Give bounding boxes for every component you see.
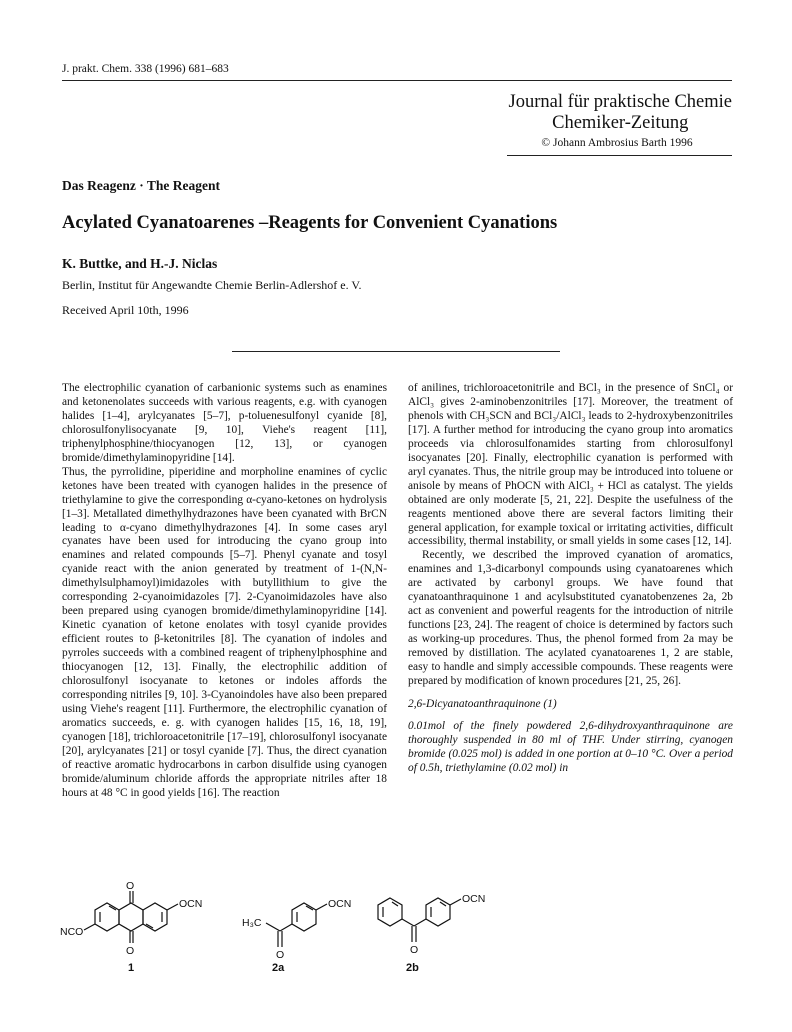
compound-2a-label: 2a xyxy=(272,962,285,974)
journal-line-1: Journal für praktische Chemie xyxy=(508,92,732,112)
article-title: Acylated Cyanatoarenes –Reagents for Convenient Cyanations xyxy=(62,213,558,233)
right-column xyxy=(408,382,733,776)
journal-rule xyxy=(507,155,732,156)
running-header: J. prakt. Chem. 338 (1996) 681–683 xyxy=(62,63,229,75)
affiliation: Berlin, Institut für Angewandte Chemie Berlin-Adlershof e. V. xyxy=(62,278,362,292)
paragraph: of anilines, trichloroacetonitrile and BCl₃ in the presence of SnCl₄ or AlCl₃ gives 2-aminobenzonitriles [17]. Moreover, the treatment of phenols with CH₃SCN and BCl₃/AlCl₃ leads to 2-hydroxybenzonitriles [17]. A further method for introducing the cyano group into aromatics proceeds via chlorosulfonamides starting from chlorosulfonyl isocyanates [20]. Finally, electrophilic cyanation is performed with aryl cyanates. Thus, the nitrile group may be introduced into toluene or anisole by means of PhOCN with AlCl₃ + HCl as catalyst. The yields obtained are only moderate [5, 21, 22]. Despite the usefulness of the reagents mentioned above there are several factors limiting their general application, for example toxical or irritating activities, difficult accessibility, thermal instability, or small yields in some cases [12, 14]. xyxy=(408,382,733,548)
journal-name xyxy=(509,92,732,134)
procedure-text: 0.01mol of the finely powdered 2,6-dihydroxyanthraquinone are thoroughly suspended in 80 ml of THF. Under stirring, cyanogen bromide (0.025 mol) is added in one portion at 0–10 °C. Over a period of 0.5h, triethylamine (0.02 mol) in xyxy=(408,719,733,774)
authors: K. Buttke, and H.-J. Niclas xyxy=(62,256,218,271)
chemical-structures xyxy=(60,858,540,988)
journal-line-2: Chemiker-Zeitung xyxy=(552,113,689,133)
c1-nco: NCO xyxy=(60,926,84,938)
paragraph: Thus, the pyrrolidine, piperidine and morpholine enamines of cyclic ketones have been treated with cyanogen halides in the presence of triethylamine to give the corresponding α-cyano-ketones on hydrolysis [1–3]. Metallated dimethylhydrazones have been cyanated with BrCN leading to α-cyano dimethylhydrazones [4]. In some cases aryl cyanates have been used for introducing the cyano group into enamines and related compounds [5–7]. Phenyl cyanate and tosyl cyanide react with the anion generated by treatment of 1-(N,N-dimethylsulphamoyl)imidazoles with butyllithium to give the corresponding 2-cyanoimidazoles [7]. 2-Cyanoimidazoles have also been prepared using cyanogen bromide/dimethylaminopyridine [14]. Kinetic cyanation of ketone enolates with tosyl cyanide provides efficient routes to β-ketonitriles [8]. The cyanation of indoles and pyrroles succeeds with a combined reagent of triphenylphosphine and thiocyanogen [12, 13]. Finally, the electrophilic addition of chlorosulfonyl isocyanate to ketones or indoles affords the corresponding nitriles [9, 10]. 3-Cyanoindoles have also been prepared using Viehe's reagent [11]. Furthermore, the electrophilic cyanation of aromatics succeeds, e. g. with cyanogen halides [15, 16, 18, 19], cyanogen [18], trichloroacetonitrile [17–19], chlorosulfonyl isocyanate [20], arylcyanates [21] or tosyl cyanide [7]. Thus, the direct cyanation of reactive aromatic hydrocarbons in carbon disulfide using cyanogen bromide/aluminum chloride affords the appropriate nitriles after 18 hours at 48 °C in good yields [16]. The reaction xyxy=(62,465,387,799)
separator-rule xyxy=(232,351,560,352)
c2b-ocn: OCN xyxy=(462,893,486,905)
header-rule xyxy=(62,80,732,81)
paragraph: Recently, we described the improved cyanation of aromatics, enamines and 1,3-dicarbonyl compounds using cyanatoarenes which are activated by carbonyl groups. We have found that cyanatoanthraquinone 1 and acylsubstituted cyanatobenzenes 2a, 2b act as convenient and powerful reagents for the introduction of nitrile functions [23, 24]. The reagent of choice is determined by factors such as working-up procedures. Thus, the phenol formed from 2a may be removed by distillation. The acylated cyanatoarenes 1, 2 are stable, easy to handle and simply accessible compounds. These reagents were prepared by modification of known procedures [21, 25, 26]. xyxy=(408,549,733,688)
c2b-oxygen: O xyxy=(410,944,419,956)
c1-oxygen-bottom: O xyxy=(126,945,135,957)
c2a-methyl: H₃C xyxy=(242,917,262,929)
procedure-subheading: 2,6-Dicyanatoanthraquinone (1) xyxy=(408,697,557,710)
left-column xyxy=(62,382,387,801)
paragraph: The electrophilic cyanation of carbanionic systems such as enamines and ketonenolates succeeds with various reagents, e.g. with cyanogen halides [1–4], arylcyanates [5–7], p-toluenesulfonyl cyanide [8], chlorosulfonylisocyanate [9, 10], Viehe's reagent [11], triphenylphosphine/thiocyanogen [12, 13], or cyanogen bromide/dimethylaminopyridine [14]. xyxy=(62,382,387,464)
c2a-ocn: OCN xyxy=(328,898,352,910)
compound-2b-label: 2b xyxy=(406,962,419,974)
compound-1-label: 1 xyxy=(128,962,135,974)
c1-ocn: OCN xyxy=(179,898,203,910)
c2a-oxygen: O xyxy=(276,949,285,961)
received-date: Received April 10th, 1996 xyxy=(62,303,189,317)
section-heading: Das Reagenz · The Reagent xyxy=(62,178,220,193)
c1-oxygen-top: O xyxy=(126,880,135,892)
copyright: © Johann Ambrosius Barth 1996 xyxy=(541,137,693,149)
